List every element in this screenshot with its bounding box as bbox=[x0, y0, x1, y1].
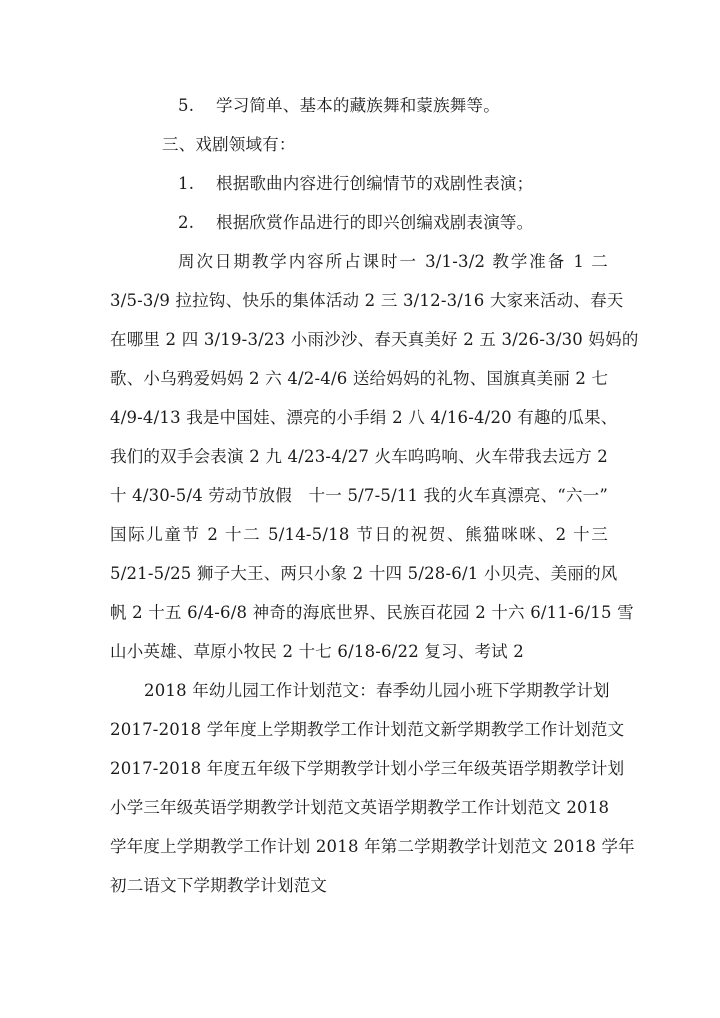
related-line: 小学三年级英语学期教学计划范文英语学期教学工作计划范文 2018 bbox=[110, 798, 610, 817]
list-number: 5. bbox=[178, 96, 195, 115]
list-number: 1. bbox=[178, 174, 195, 193]
schedule-line: 国际儿童节 2 十二 5/14-5/18 节日的祝贺、熊猫咪咪、2 十三 bbox=[110, 525, 608, 544]
list-item-2 bbox=[178, 213, 533, 233]
schedule-line: 帆 2 十五 6/4-6/8 神奇的海底世界、民族百花园 2 十六 6/11-6/15 雪 bbox=[110, 603, 634, 622]
list-item-5 bbox=[178, 96, 500, 116]
section-heading-drama: 三、戏剧领域有： bbox=[162, 135, 296, 154]
schedule-line: 5/21-5/25 狮子大王、两只小象 2 十四 5/28-6/1 小贝壳、美丽的风 bbox=[110, 564, 618, 583]
related-line: 2018 年幼儿园工作计划范文：春季幼儿园小班下学期教学计划 bbox=[144, 681, 610, 700]
schedule-line: 3/5-3/9 拉拉钩、快乐的集体活动 2 三 3/12-3/16 大家来活动、春天 bbox=[110, 291, 624, 310]
schedule-line: 歌、小乌鸦爱妈妈 2 六 4/2-4/6 送给妈妈的礼物、国旗真美丽 2 七 bbox=[110, 369, 609, 388]
list-number: 2. bbox=[178, 213, 195, 232]
list-text: 学习简单、基本的藏族舞和蒙族舞等。 bbox=[216, 96, 500, 115]
schedule-line: 十 4/30-5/4 劳动节放假 十一 5/7-5/11 我的火车真漂亮、“六一” bbox=[110, 486, 608, 505]
related-line: 2017-2018 学年度上学期教学工作计划范文新学期教学工作计划范文 bbox=[110, 720, 625, 739]
list-text: 根据歌曲内容进行创编情节的戏剧性表演； bbox=[216, 174, 534, 193]
list-item-1 bbox=[178, 174, 533, 194]
schedule-line: 山小英雄、草原小牧民 2 十七 6/18-6/22 复习、考试 2 bbox=[110, 642, 525, 661]
schedule-line: 在哪里 2 四 3/19-3/23 小雨沙沙、春天真美好 2 五 3/26-3/30 妈妈的 bbox=[110, 330, 639, 349]
schedule-line: 我们的双手会表演 2 九 4/23-4/27 火车呜呜响、火车带我去远方 2 bbox=[110, 447, 608, 466]
related-line: 2017-2018 年度五年级下学期教学计划小学三年级英语学期教学计划 bbox=[110, 759, 625, 778]
schedule-line: 4/9-4/13 我是中国娃、漂亮的小手绢 2 八 4/16-4/20 有趣的瓜果、 bbox=[110, 408, 618, 427]
related-line: 学年度上学期教学工作计划 2018 年第二学期教学计划范文 2018 学年 bbox=[110, 837, 635, 856]
related-line: 初二语文下学期教学计划范文 bbox=[110, 876, 328, 895]
list-text: 根据欣赏作品进行的即兴创编戏剧表演等。 bbox=[216, 213, 534, 232]
schedule-line: 周次日期教学内容所占课时一 3/1-3/2 教学准备 1 二 bbox=[178, 252, 608, 271]
